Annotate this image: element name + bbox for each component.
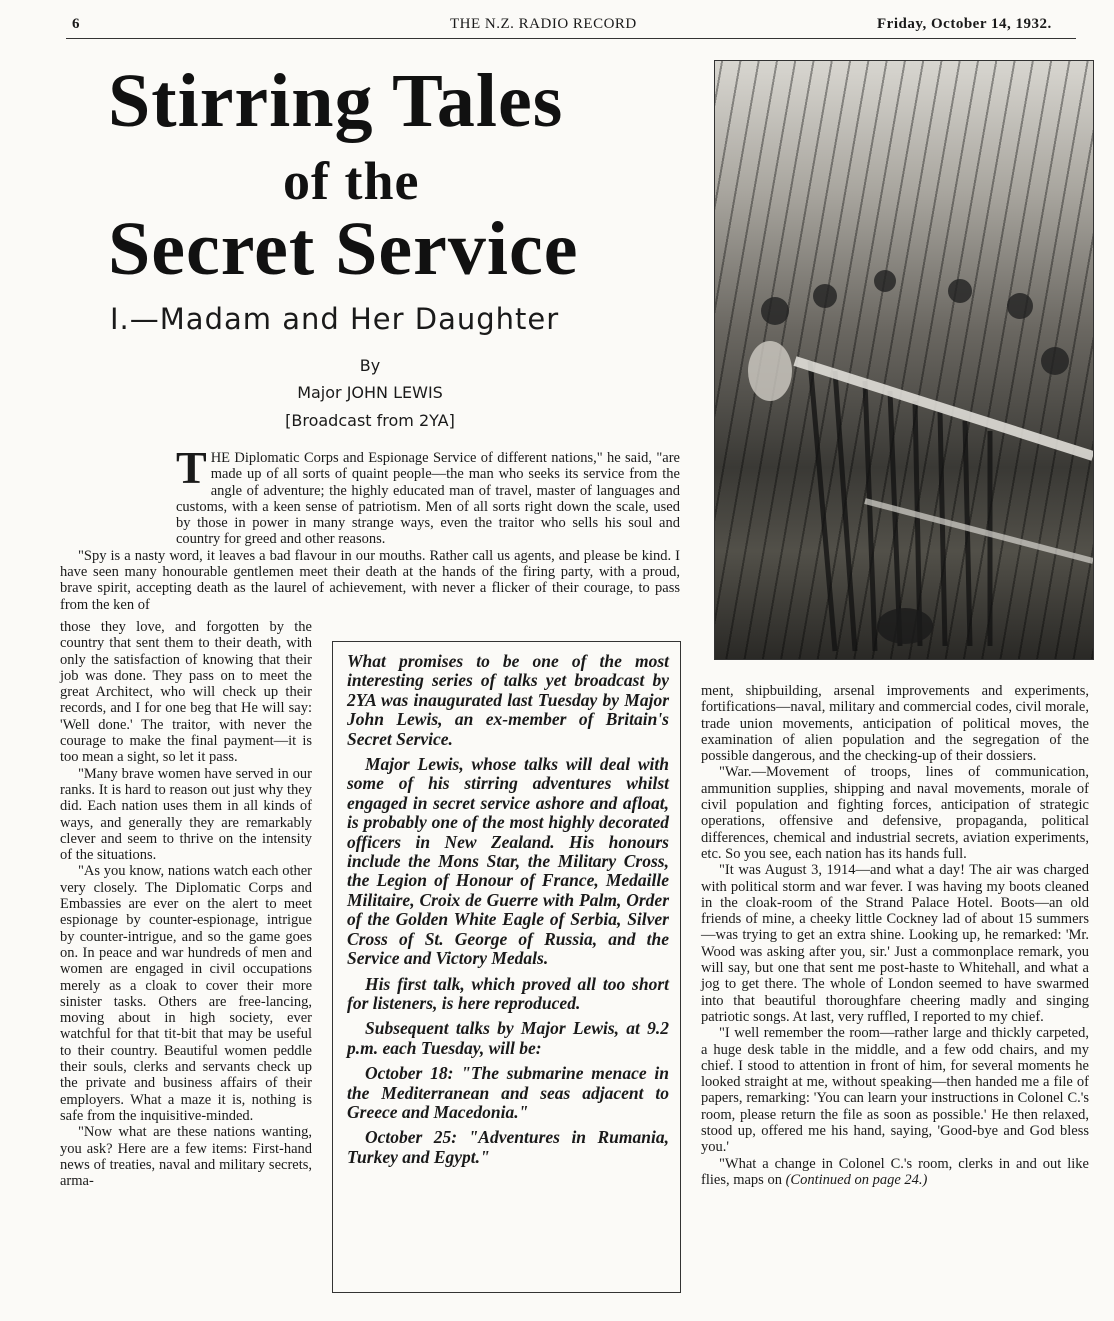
sidebar-paragraph: October 18: "The submarine menace in the Mediterranean and seas adjacent to Greece and Macedonia." [347, 1063, 669, 1122]
page-number: 6 [72, 16, 80, 32]
drop-cap: T [176, 442, 207, 493]
continued-note: (Continued on page 24.) [785, 1171, 928, 1188]
sidebar-paragraph: Major Lewis, whose talks will deal with some of his stirring adventures whilst engaged in secret service ashore and afloat, is probably one of the most highly decorated officers in New Zealand. His honours include the Mons Star, the Military Cross, the Legion of Honour of France, Medaille Militaire, Croix de Guerre with Palm, Order of the Golden White Eagle of Serbia, Silver Cross of St. George of Russia, and the Service and Victory Medals. [347, 754, 669, 969]
intro-paragraph-1: THE Diplomatic Corps and Espionage Service of different nations," he said, "are made up of all sorts of quaint people—the man who seeks its service from the angle of adventure; the highly educated man of travel, master of languages and customs, with a keen sense of patriotism. Men of all sorts right down the scale, used by those in power in many strange ways, even the traitor who sells his soul and country for greed and other reasons. [176, 442, 680, 548]
masthead: THE N.Z. RADIO RECORD [450, 16, 637, 32]
article-column-left [60, 619, 312, 1189]
body-paragraph: "What a change in Colonel C.'s room, clerks in and out like flies, maps on (Continued on page 24.) [701, 1155, 1089, 1188]
body-paragraph: "It was August 3, 1914—and what a day! The air was charged with political storm and war fever. I was having my boots cleaned in the cloak-room of the Strand Palace Hotel. Boots—an old friends of mine, a cheeky little Cockney lad of about 15 summers—was trying to get an extra shine. Looking up, he remarked: 'Mr. Wood was asking after you, sir.' Just a commonplace remark, you will say, but one that sent me post-haste to Whitehall, and what a jog to get there. The whole of London seemed to have swarmed into that beautiful thoroughfare cheering madly and singing patriotic songs. At last, very ruffled, I reported to my chief. [701, 862, 1089, 1025]
issue-date: Friday, October 14, 1932. [877, 16, 1052, 32]
sidebar-box [332, 641, 681, 1293]
troops-photograph [714, 60, 1094, 660]
photo-illustration [715, 61, 1093, 659]
article-column-right [701, 683, 1089, 1188]
sidebar-paragraph: October 25: "Adventures in Rumania, Turkey and Egypt." [347, 1127, 669, 1167]
sidebar-text [347, 652, 669, 1173]
body-paragraph: "As you know, nations watch each other very closely. The Diplomatic Corps and Embassies are ever on the alert to meet espionage by counter-espionage, intrigue by counter-intrigue, and so the game goes on. In peace and war hundreds of men and women are engaged in civil occupations merely as a cloak to cover their more sinister tasks. Others are free-lancing, moving about in high society, ever watchful for that tit-bit that may be useful to their country. Beautiful women peddle their souls, clerks and servants check up the private and business affairs of their employers. What a maze it is, nothing is safe from the inquisitive-minded. [60, 863, 312, 1124]
body-paragraph: "I well remember the room—rather large and thickly carpeted, a huge desk table in the middle, and a few odd chairs, and my chief. I stood to attention in front of him, for several moments he looked straight at me, without speaking—then handed me a file of papers, remarking: 'You can learn your instructions in Colonel C.'s room, please return the file as soon as possible.' He then relaxed, stood up, offered me his hand, saying, 'Good-bye and God bless you.' [701, 1025, 1089, 1156]
sidebar-paragraph: Subsequent talks by Major Lewis, at 9.2 p.m. each Tuesday, will be: [347, 1018, 669, 1058]
body-paragraph: "Many brave women have served in our ranks. It is hard to reason out just why they did. Each nation uses them in all kinds of ways, and generally they are remarkably clever and seem to thrive on the intensity of the situations. [60, 765, 312, 864]
title-line-1: Stirring Tales [108, 59, 564, 143]
body-paragraph: "Now what are these nations wanting, you ask? Here are a few items: First-hand news of treaties, naval and military secrets, arma- [60, 1124, 312, 1190]
broadcast-note: [Broadcast from 2YA] [285, 411, 455, 430]
article-subtitle: I.—Madam and Her Daughter [110, 302, 560, 336]
author-name: Major JOHN LEWIS [297, 383, 443, 402]
body-paragraph: "War.—Movement of troops, lines of communication, ammunition supplies, shipping and naval movements, morale of civil population and fighting forces, anticipation of strategic operations, offensive and defensive, propaganda, political differences, chemical and industrial secrets, aviation experiments, etc. So you see, each nation has its hands full. [701, 764, 1089, 862]
title-line-2: of the [283, 151, 420, 211]
byline-by: By [359, 356, 381, 375]
sidebar-paragraph: What promises to be one of the most interesting series of talks yet broadcast by 2YA was inaugurated last Tuesday by Major John Lewis, an ex-member of Britain's Secret Service. [347, 651, 669, 749]
article-intro [60, 442, 680, 613]
header-rule [66, 38, 1076, 39]
title-line-3: Secret Service [108, 207, 579, 291]
intro-paragraph-2: "Spy is a nasty word, it leaves a bad flavour in our mouths. Rather call us agents, and please be kind. I have seen many honourable gentlemen meet their death at the hands of the firing party, with a proud, brave spirit, accepting death as the laurel of achievement, with never a flicker of their courage, to pass from the ken of [60, 547, 680, 613]
body-paragraph: those they love, and forgotten by the country that sent them to their death, with only the satisfaction of knowing that their job was done. They pass on to meet the great Architect, who will check up their records, and I for one beg that He will say: 'Well done.' The traitor, with never the courage to make the final payment—it is too mean a sight, so let it pass. [60, 619, 312, 766]
sidebar-paragraph: His first talk, which proved all too short for listeners, is here reproduced. [347, 973, 669, 1013]
body-paragraph: ment, shipbuilding, arsenal improvements and experiments, fortifications—naval, military and commercial codes, civil morale, trade union movements, anticipation of political moves, the examination of alien population and the segregation of the possible dangerous, and the checking-up of their dossiers. [701, 683, 1089, 765]
